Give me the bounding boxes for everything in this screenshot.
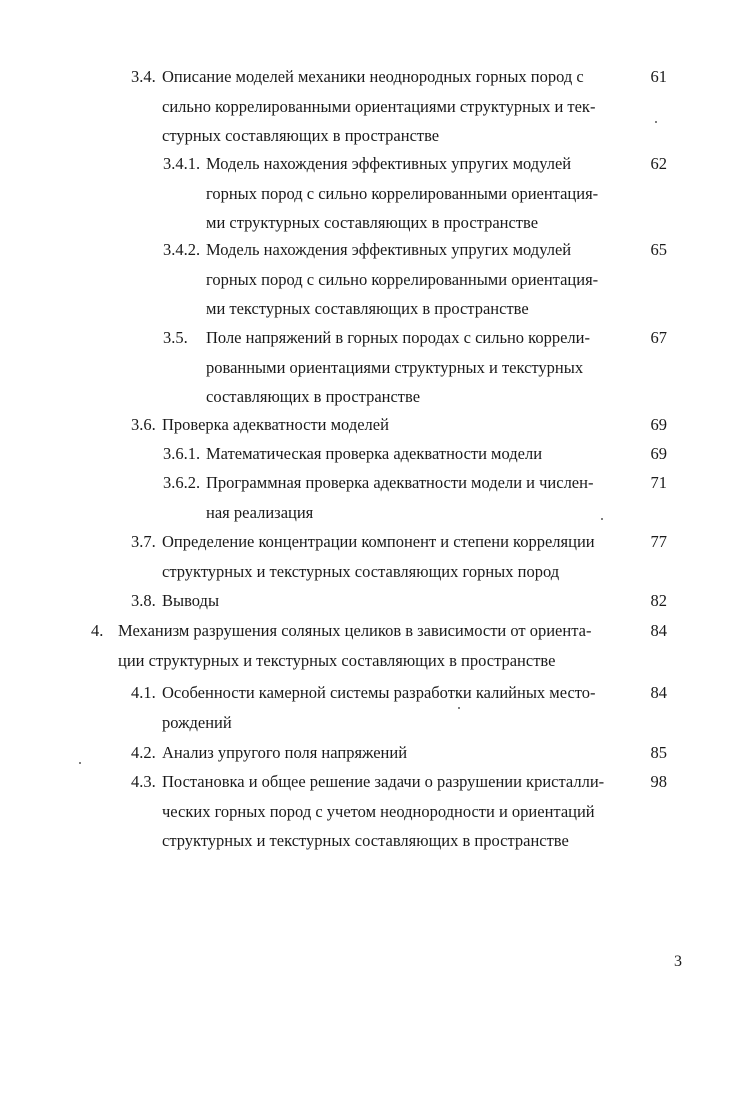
toc-entry-title: Модель нахождения эффективных упругих модулей горных пород с сильно коррелированными ориентация- ми текстурных составляющих в пространстве xyxy=(206,240,599,318)
toc-entry-3-6-1 xyxy=(163,439,667,469)
toc-entry-3-5 xyxy=(163,323,667,413)
toc-entry-page: 61 xyxy=(650,67,667,86)
toc-entry-number: 3.8. xyxy=(131,591,156,610)
toc-entry-number: 3.4.2. xyxy=(163,240,201,259)
toc-entry-page: 84 xyxy=(650,683,667,702)
toc-entry-3-4-1 xyxy=(163,149,667,239)
toc-entry-title: Программная проверка адекватности модели и числен- ная реализация xyxy=(206,473,594,522)
toc-entry-title: Анализ упругого поля напряжений xyxy=(162,743,408,762)
toc-entry-number: 4.2. xyxy=(131,743,156,762)
toc-entry-page: 85 xyxy=(650,743,667,762)
toc-entry-4 xyxy=(91,616,667,676)
toc-entry-title: Механизм разрушения соляных целиков в зависимости от ориента- ции структурных и текстурных составляющих в пространстве xyxy=(118,621,592,670)
scan-speck xyxy=(79,762,81,764)
toc-entry-number: 4.1. xyxy=(131,683,156,702)
toc-entry-number: 3.5. xyxy=(163,328,188,347)
toc-entry-number: 3.4. xyxy=(131,67,156,86)
toc-entry-page: 62 xyxy=(650,154,667,173)
toc-entry-number: 3.4.1. xyxy=(163,154,201,173)
toc-entry-3-6-2 xyxy=(163,468,667,528)
toc-entry-title: Математическая проверка адекватности модели xyxy=(206,444,543,463)
toc-entry-page: 98 xyxy=(650,772,667,791)
toc-entry-4-3 xyxy=(131,767,667,857)
toc-entry-number: 3.6.1. xyxy=(163,444,201,463)
scan-speck xyxy=(655,121,657,123)
toc-entry-page: 84 xyxy=(650,621,667,640)
toc-entry-number: 4. xyxy=(91,621,104,640)
toc-entry-number: 3.7. xyxy=(131,532,156,551)
toc-entry-page: 69 xyxy=(650,415,667,434)
toc-entry-title: Особенности камерной системы разработки калийных место- рождений xyxy=(162,683,596,732)
toc-entry-title: Модель нахождения эффективных упругих модулей горных пород с сильно коррелированными ориентация- ми структурных составляющих в пространстве xyxy=(206,154,599,232)
toc-entry-3-8 xyxy=(131,586,667,616)
toc-entry-3-4-2 xyxy=(163,235,667,325)
toc-entry-title: Выводы xyxy=(162,591,220,610)
page-number: 3 xyxy=(674,953,682,970)
toc-entry-3-6 xyxy=(131,410,667,440)
toc-entry-page: 71 xyxy=(650,473,667,492)
toc-entry-page: 82 xyxy=(650,591,667,610)
toc-entry-4-2 xyxy=(131,738,667,768)
toc-entry-page: 65 xyxy=(650,240,667,259)
toc-entry-number: 3.6. xyxy=(131,415,156,434)
scan-speck xyxy=(601,518,603,520)
toc-entry-title: Проверка адекватности моделей xyxy=(162,415,389,434)
toc-entry-number: 4.3. xyxy=(131,772,156,791)
toc-entry-3-4 xyxy=(131,62,667,152)
scan-speck xyxy=(458,707,460,709)
toc-entry-title: Определение концентрации компонент и степени корреляции структурных и текстурных составляющих горных пород xyxy=(162,532,595,581)
toc-entry-page: 67 xyxy=(650,328,667,347)
toc-entry-number: 3.6.2. xyxy=(163,473,201,492)
toc-entry-title: Описание моделей механики неоднородных горных пород с сильно коррелированными ориентациями структурных и тек- стурных составляющих в пространстве xyxy=(162,67,596,145)
toc-entry-page: 77 xyxy=(650,532,667,551)
toc-entry-3-7 xyxy=(131,527,667,587)
toc-entry-title: Постановка и общее решение задачи о разрушении кристалли- ческих горных пород с учетом неоднородности и ориентаций структурных и текстурных составляющих в пространстве xyxy=(162,772,605,850)
toc-entry-page: 69 xyxy=(650,444,667,463)
toc-entry-4-1 xyxy=(131,678,667,738)
toc-entry-title: Поле напряжений в горных породах с сильно коррели- рованными ориентациями структурных и текстурных составляющих в пространстве xyxy=(206,328,590,406)
